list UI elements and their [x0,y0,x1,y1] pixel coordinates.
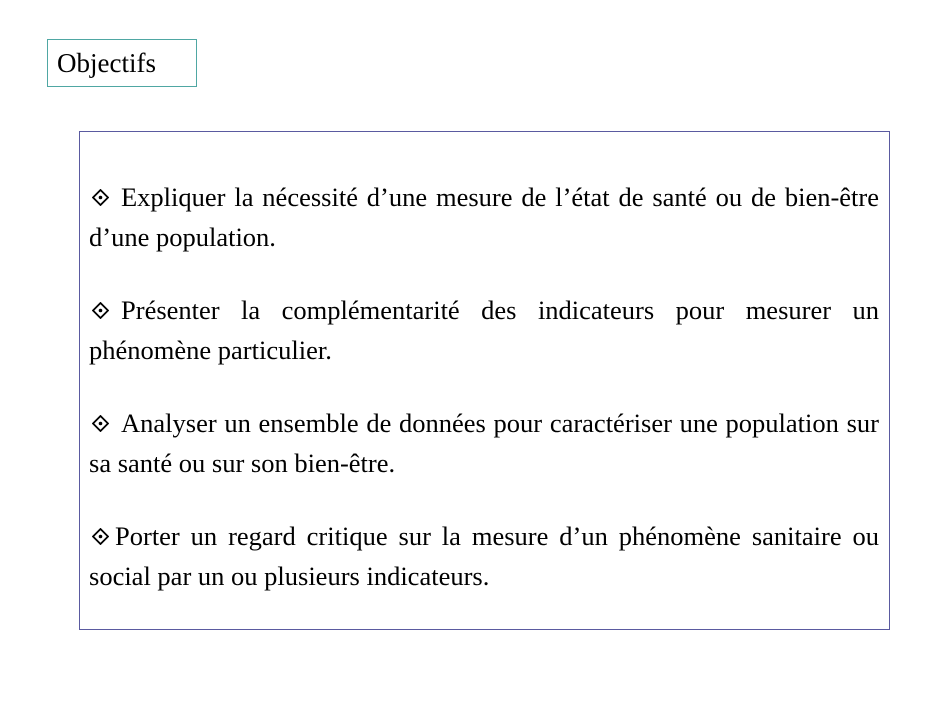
diamond-dot-icon [92,528,109,545]
objective-text: Analyser un ensemble de données pour caractériser une population sur sa santé ou sur son bien-être. [89,408,879,478]
objective-item-1 [89,177,879,257]
objective-item-3 [89,403,879,483]
objective-text: Expliquer la nécessité d’une mesure de l’état de santé ou de bien-être d’une population. [89,182,879,252]
slide-title: Objectifs [57,47,156,78]
diamond-dot-icon [92,415,109,432]
objective-text: Porter un regard critique sur la mesure d’un phénomène sanitaire ou social par un ou plusieurs indicateurs. [89,521,879,591]
diamond-dot-icon [92,302,109,319]
objective-text: Présenter la complémentarité des indicateurs pour mesurer un phénomène particulier. [89,295,879,365]
diamond-dot-icon [92,189,109,206]
objectives-box [79,131,890,630]
slide-title-box [47,39,197,87]
objective-item-4 [89,516,879,596]
objective-item-2 [89,290,879,370]
